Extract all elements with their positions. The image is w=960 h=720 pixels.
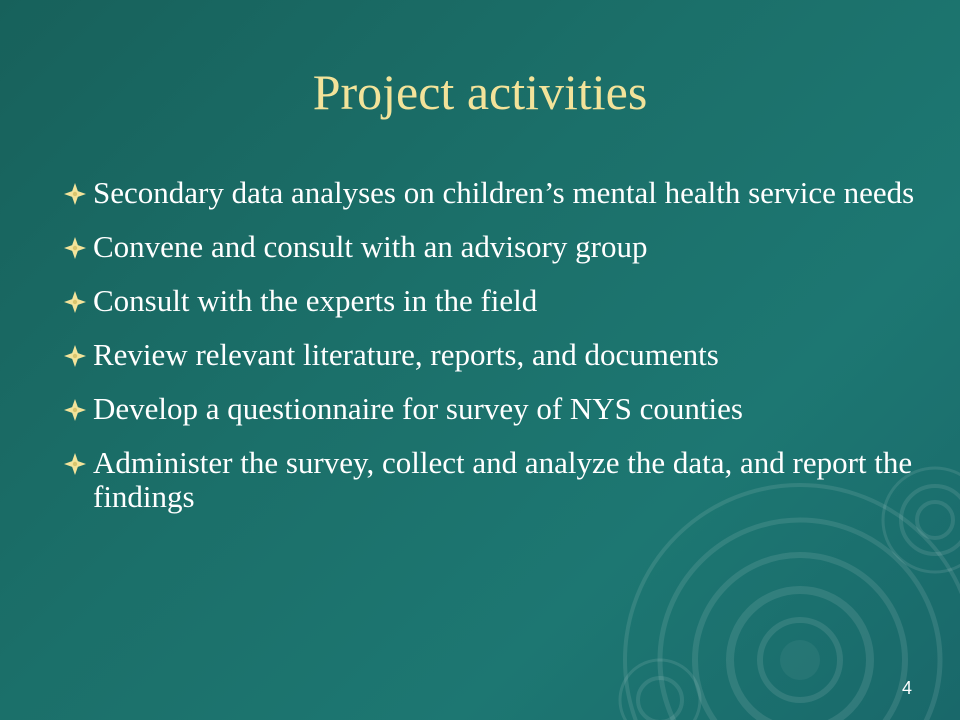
slide-title: Project activities (312, 64, 648, 120)
bullet-text: Convene and consult with an advisory group (93, 229, 648, 264)
bullet-text: Review relevant literature, reports, and documents (93, 337, 719, 372)
four-pointed-star-icon (64, 399, 86, 421)
bullet-item (62, 446, 922, 514)
four-pointed-star-icon (64, 345, 86, 367)
bullet-text: Secondary data analyses on children’s mental health service needs (93, 175, 915, 210)
bullet-item (62, 176, 922, 210)
bullet-item (62, 230, 922, 264)
bullet-item (62, 338, 922, 372)
four-pointed-star-icon (64, 453, 86, 475)
bullet-item (62, 284, 922, 318)
four-pointed-star-icon (64, 291, 86, 313)
four-pointed-star-icon (64, 183, 86, 205)
bullet-list (62, 176, 922, 534)
bullet-text: Administer the survey, collect and analyze the data, and report the findings (93, 445, 913, 514)
bullet-text: Develop a questionnaire for survey of NYS counties (93, 391, 743, 426)
bullet-item (62, 392, 922, 426)
bullet-text: Consult with the experts in the field (93, 283, 538, 318)
four-pointed-star-icon (64, 237, 86, 259)
page-number: 4 (901, 678, 912, 698)
